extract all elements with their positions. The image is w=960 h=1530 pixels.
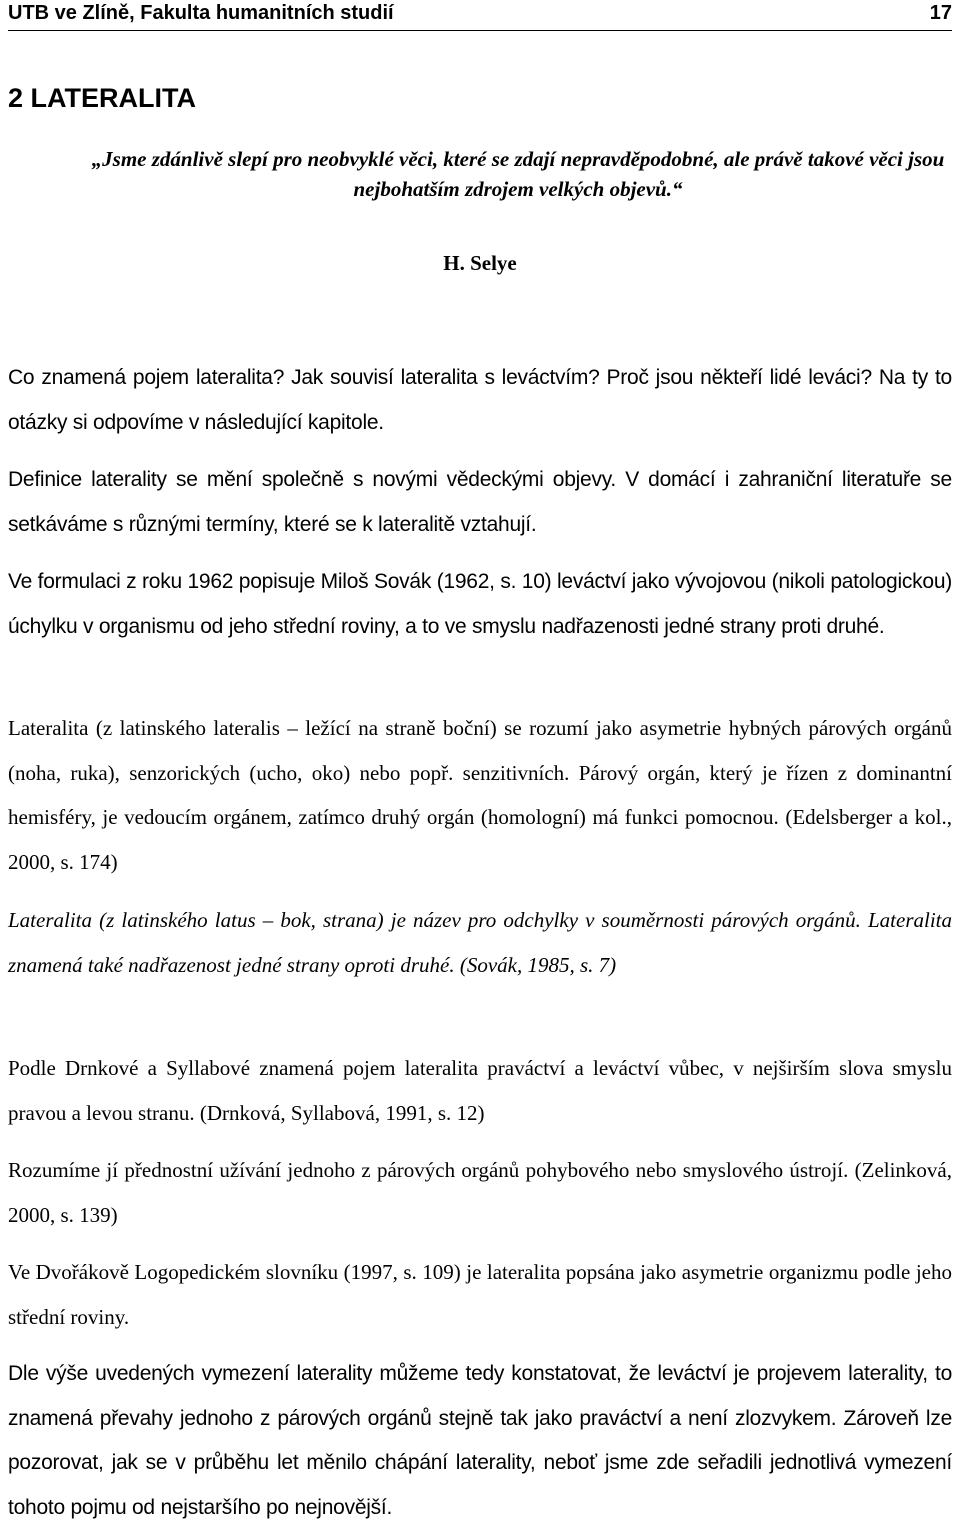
header-institution: UTB ve Zlíně, Fakulta humanitních studií [8,2,394,24]
page-header [8,0,952,31]
paragraph-5: Lateralita (z latinského latus – bok, strana) je název pro odchylky v souměrnosti párových orgánů. Lateralita znamená také nadřazenost jedné strany oproti druhé. (Sovák, 1985, s. 7) [8,908,952,977]
paragraph-9: Dle výše uvedených vymezení laterality můžeme tedy konstatovat, že leváctví je projevem laterality, to znamená převahy jednoho z párových orgánů stejně tak jako praváctví a není zlozvykem. Zároveň lze pozorovat, jak se v průběhu let měnilo chápání laterality, neboť jsme zde seřadili jednotlivá vymezení tohoto pojmu od nejstaršího po nejnovější. [8,1362,952,1519]
paragraph-8: Ve Dvořákově Logopedickém slovníku (1997, s. 109) je lateralita popsána jako asymetrie organizmu podle jeho střední roviny. [8,1260,952,1329]
paragraph-1: Co znamená pojem lateralita? Jak souvisí lateralita s leváctvím? Proč jsou někteří lidé leváci? Na ty to otázky si odpovíme v následující kapitole. [8,366,952,434]
paragraph-7: Rozumíme jí přednostní užívání jednoho z párových orgánů pohybového nebo smyslového ústrojí. (Zelinková, 2000, s. 139) [8,1158,952,1227]
header-page-number: 17 [929,2,952,24]
paragraph-6: Podle Drnkové a Syllabové znamená pojem lateralita praváctví a leváctví vůbec, v nejširším slova smyslu pravou a levou stranu. (Drnková, Syllabová, 1991, s. 12) [8,1056,952,1125]
chapter-title: 2 LATERALITA [8,83,196,113]
motto-quote: „Jsme zdánlivě slepí pro neobvyklé věci, které se zdají nepravděpodobné, ale právě takové věci jsou nejbohatším zdrojem velkých objevů.“ [91,147,945,201]
paragraph-2: Definice laterality se mění společně s novými vědeckými objevy. V domácí i zahraniční literatuře se setkáváme s různými termíny, které se k lateralitě vztahují. [8,468,952,536]
motto-author: H. Selye [443,251,517,275]
paragraph-4: Lateralita (z latinského lateralis – ležící na straně boční) se rozumí jako asymetrie hybných párových orgánů (noha, ruka), senzorických (ucho, oko) nebo popř. senzitivních. Párový orgán, který je řízen z dominantní hemisféry, je vedoucím orgánem, zatímco druhý orgán (homologní) má funkci pomocnou. (Edelsberger a kol., 2000, s. 174) [8,716,952,874]
paragraph-3: Ve formulaci z roku 1962 popisuje Miloš Sovák (1962, s. 10) leváctví jako vývojovou (nikoli patologickou) úchylku v organismu od jeho střední roviny, a to ve smyslu nadřazenosti jedné strany proti druhé. [8,570,952,638]
